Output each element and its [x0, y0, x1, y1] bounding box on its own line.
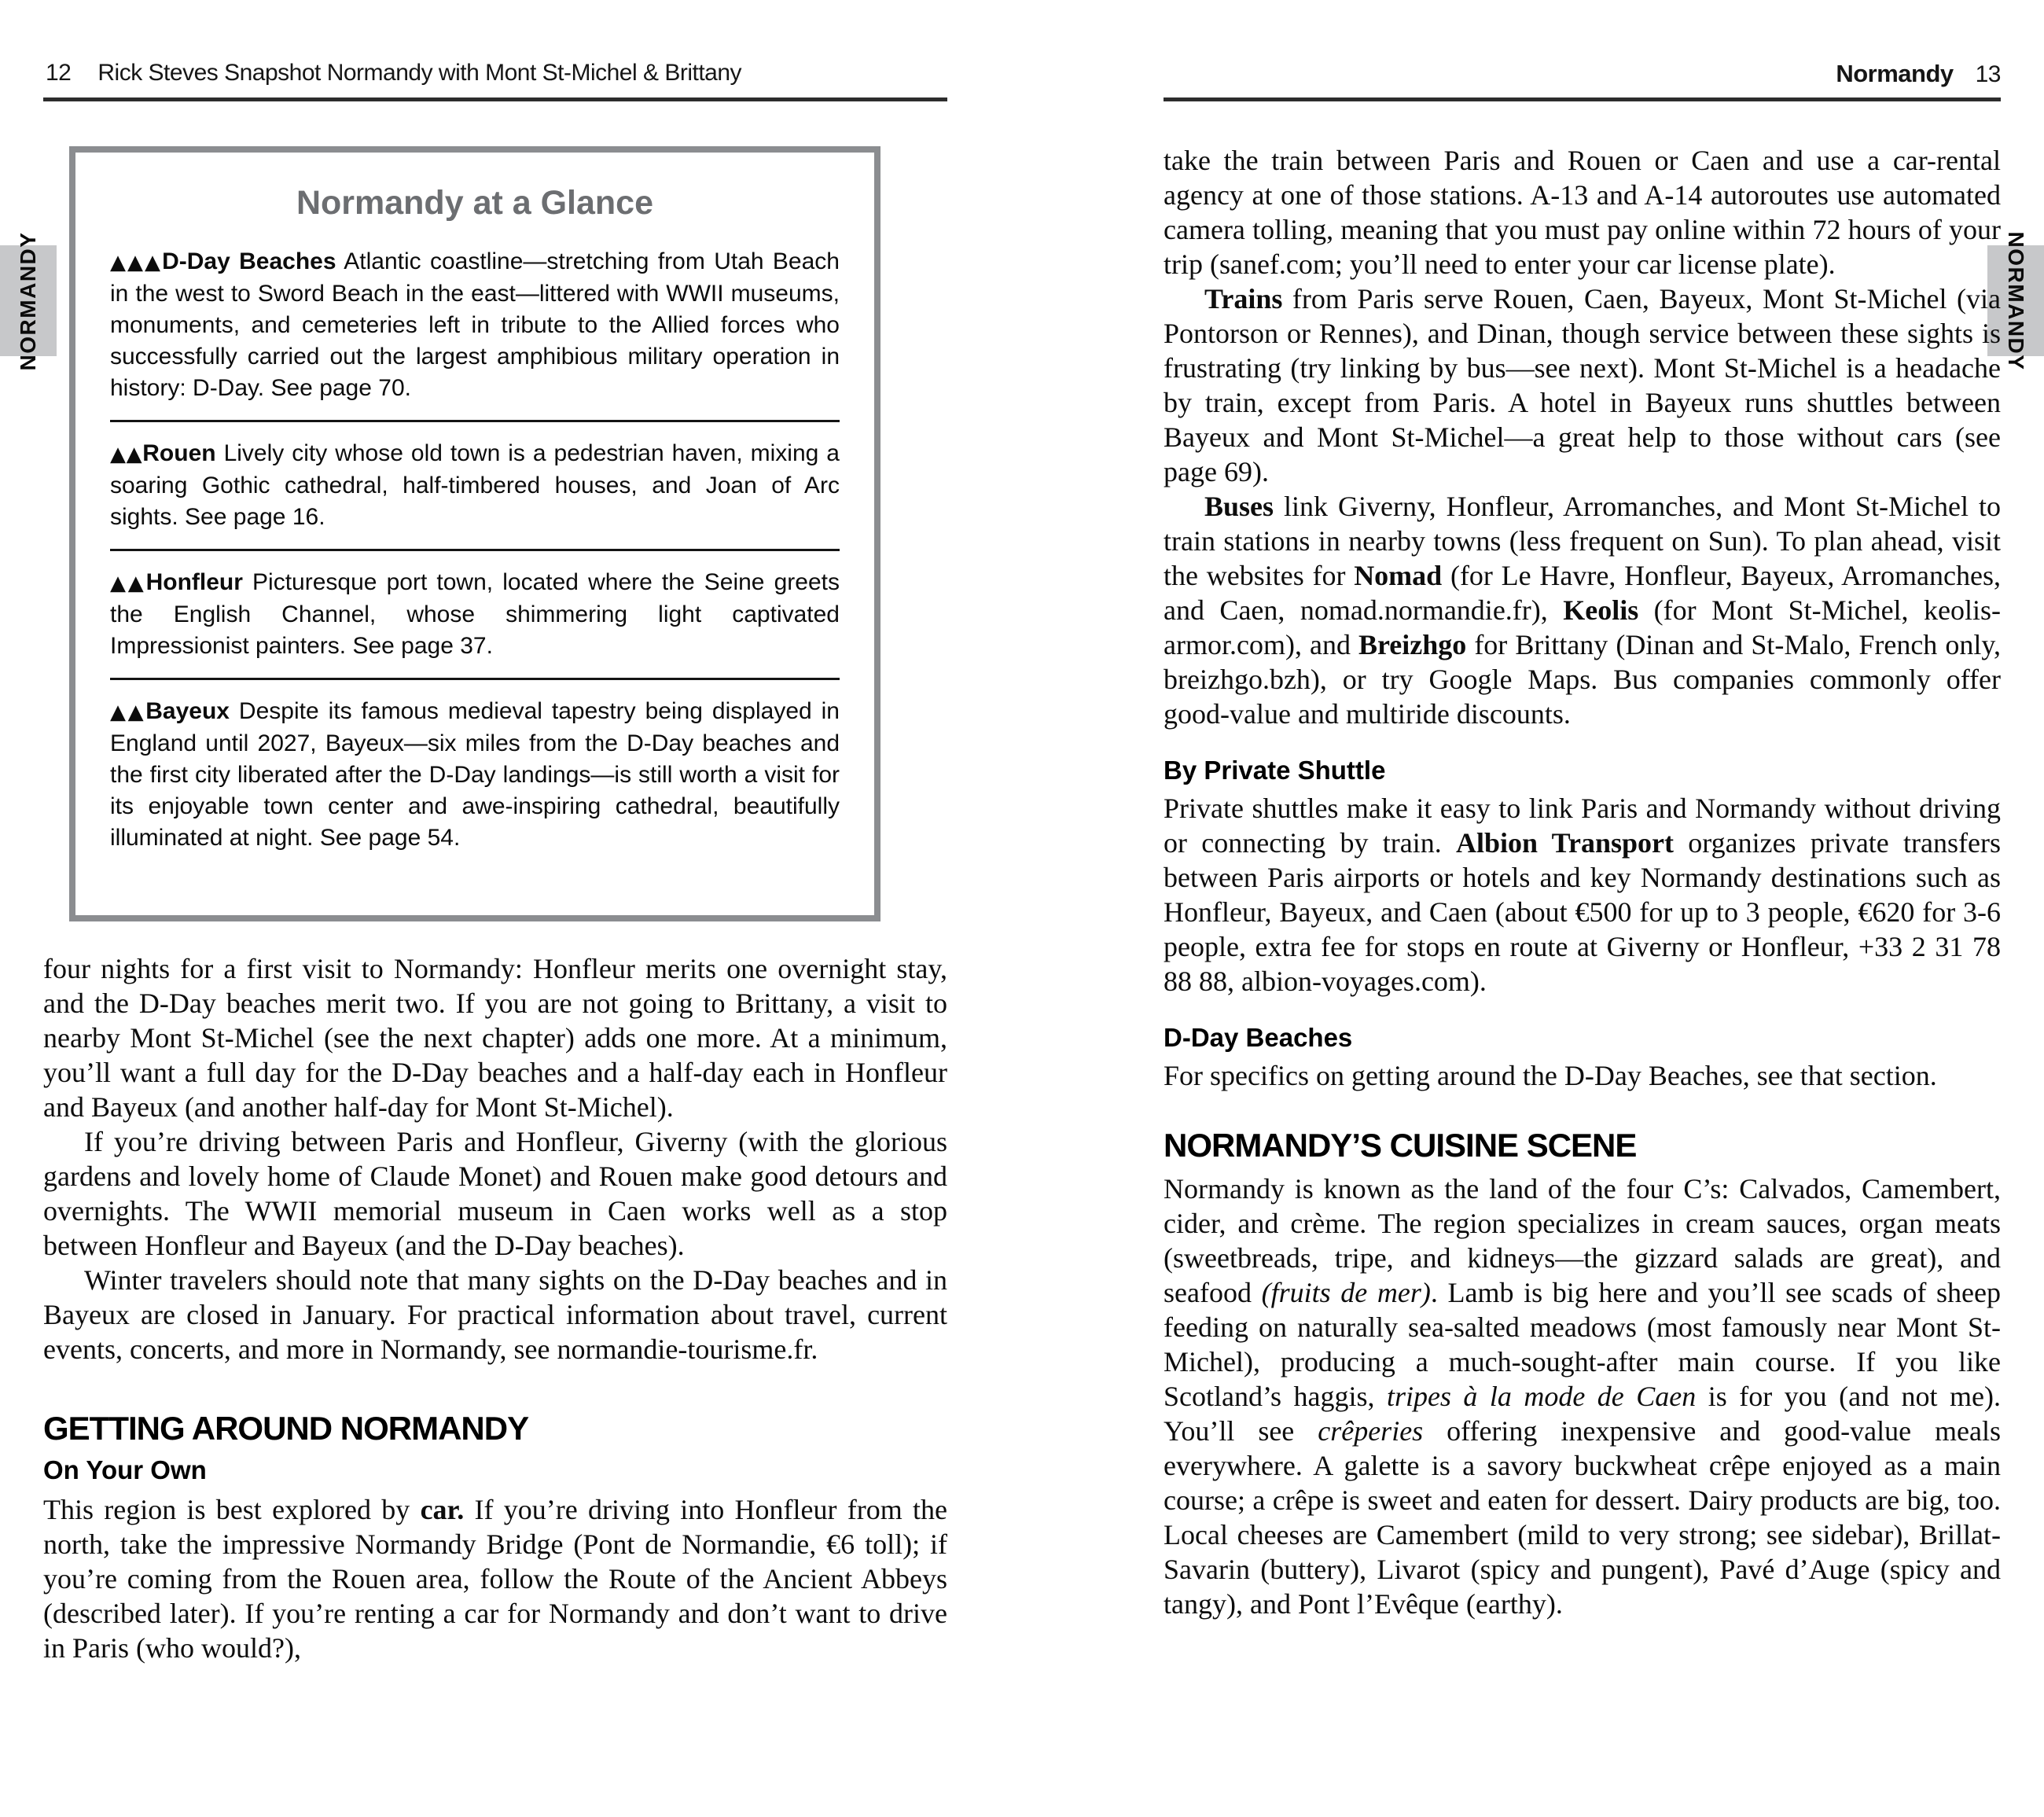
glance-entry-dday-beaches	[110, 246, 840, 404]
glance-entry-honfleur	[110, 567, 840, 662]
running-head-left-title: Rick Steves Snapshot Normandy with Mont St-Michel & Brittany	[97, 60, 742, 86]
running-head-right-section: Normandy	[1836, 60, 1954, 87]
glance-entry-name: Bayeux	[145, 698, 230, 724]
left-page-body	[43, 951, 947, 1665]
glance-entry-text: Despite its famous medieval tapestry being displayed in England until 2027, Bayeux—six miles from the D-Day beaches and the first city liberated after the D-Day landings—is still worth a visit for its enjoyable town center and awe-inspiring cathedral, beautifully illuminated at night. See page 54.	[110, 698, 840, 851]
paragraph-trains: Trains from Paris serve Rouen, Caen, Bayeux, Mont St-Michel (via Pontorson or Rennes), and Dinan, though service between these sights is frustrating (try linking by bus—see next). Mont St-Michel is a headache by train, except from Paris. A hotel in Bayeux runs shuttles between Bayeux and Mont St-Michel—a great help to those without cars (see page 69).	[1164, 283, 2001, 487]
running-head-left	[46, 60, 947, 86]
paragraph: If you’re driving between Paris and Honfleur, Giverny (with the glorious gardens and lovely home of Claude Monet) and Rouen make good detours and overnights. The WWII memorial museum in Caen works well as a stop between Honfleur and Bayeux (and the D-Day beaches).	[43, 1126, 947, 1261]
rating-triangles: ▲▲	[110, 443, 143, 466]
section-heading-cuisine-scene: NORMANDY’S CUISINE SCENE	[1164, 1127, 1637, 1164]
paragraph-buses: Buses link Giverny, Honfleur, Arromanches, and Mont St-Michel to train stations in nearby towns (less frequent on Sun). To plan ahead, visit the websites for Nomad (for Le Havre, Honfleur, Bayeux, Arromanches, and Caen, nomad.normandie.fr), Keolis (for Mont St-Michel, keolis-armor.com), and Breizhgo for Brittany (Dinan and St-Malo, French only, breizhgo.bzh), or try Google Maps. Bus companies commonly offer good-value and multiride discounts.	[1164, 491, 2001, 730]
right-page-body	[1164, 143, 2001, 1621]
rating-triangles: ▲▲▲	[110, 251, 163, 274]
glance-separator	[110, 549, 840, 551]
glance-entry-text: Atlantic coastline—stretching from Utah Beach in the west to Sword Beach in the east—littered with WWII museums, monuments, and cemeteries left in tribute to the Allied forces who successfully carried out the largest amphibious military operation in history: D-Day. See page 70.	[110, 248, 840, 401]
section-heading-getting-around: GETTING AROUND NORMANDY	[43, 1410, 529, 1447]
subheading-on-your-own: On Your Own	[43, 1455, 207, 1484]
glance-entry-name: Honfleur	[145, 569, 243, 595]
side-tab-left-label: NORMANDY	[16, 231, 40, 370]
subheading-dday-beaches: D-Day Beaches	[1164, 1023, 1353, 1052]
side-tab-right-label: NORMANDY	[2004, 231, 2028, 370]
rating-triangles: ▲▲	[110, 701, 146, 724]
page-number-left: 12	[46, 60, 72, 86]
head-rule-left	[43, 97, 947, 101]
paragraph: four nights for a first visit to Normandy: Honfleur merits one overnight stay, and the D-Day beaches merit two. If you are not going to Brittany, a visit to nearby Mont St-Michel (see the next chapter) adds one more. At a minimum, you’ll want a full day for the D-Day beaches and a half-day each in Honfleur and Bayeux (and another half-day for Mont St-Michel).	[43, 953, 947, 1123]
glance-entry-text: Picturesque port town, located where the Seine greets the English Channel, whose shimmering light captivated Impressionist painters. See page 37.	[110, 569, 840, 659]
glance-entry-name: D-Day Beaches	[162, 248, 336, 274]
running-head-right	[1164, 60, 2001, 88]
paragraph-cuisine: Normandy is known as the land of the four C’s: Calvados, Camembert, cider, and crème. The region specializes in cream sauces, organ meats (sweetbreads, tripe, and kidneys—the gizzard salads are great), and seafood (fruits de mer). Lamb is big here and you’ll see scads of sheep feeding on naturally sea-salted meadows (most famously near Mont St-Michel), producing a much-sought-after main course. If you like Scotland’s haggis, tripes à la mode de Caen is for you (and not me). You’ll see crêperies offering inexpensive and good-value meals everywhere. A galette is a savory buckwheat crêpe enjoyed as a main course; a crêpe is sweet and eaten for dessert. Dairy products are big, too. Local cheeses are Camembert (mild to very strong; see sidebar), Brillat-Savarin (buttery), Livarot (spicy and pungent), Pavé d’Auge (spicy and tangy), and Pont l’Evêque (earthy).	[1164, 1173, 2002, 1620]
glance-separator	[110, 678, 840, 680]
paragraph: For specifics on getting around the D-Day Beaches, see that section.	[1164, 1060, 1937, 1091]
glance-entry-name: Rouen	[142, 440, 216, 466]
glance-entry-text: Lively city whose old town is a pedestrian haven, mixing a soaring Gothic cathedral, half-timbered houses, and Joan of Arc sights. See page 16.	[110, 440, 840, 530]
glance-sidebar-box	[69, 146, 880, 921]
side-tab-left	[0, 231, 57, 370]
page-number-right: 13	[1975, 61, 2001, 87]
head-rule-right	[1164, 97, 2001, 101]
paragraph: take the train between Paris and Rouen or Caen and use a car-rental agency at one of those stations. A-13 and A-14 autoroutes use automated camera tolling, meaning that you must pay online within 72 hours of your trip (sanef.com; you’ll need to enter your car license plate).	[1164, 145, 2001, 280]
paragraph-private-shuttle: Private shuttles make it easy to link Paris and Normandy without driving or connecting by train. Albion Transport organizes private transfers between Paris airports or hotels and key Normandy destinations such as Honfleur, Bayeux, and Caen (about €500 for up to 3 people, €620 for 3-6 people, extra fee for stops en route at Giverny or Honfleur, +33 2 31 78 88 88, albion-voyages.com).	[1164, 793, 2001, 997]
glance-entry-bayeux	[110, 696, 840, 854]
rating-triangles: ▲▲	[110, 572, 146, 595]
subheading-by-private-shuttle: By Private Shuttle	[1164, 756, 1386, 785]
glance-box-title: Normandy at a Glance	[296, 184, 654, 222]
paragraph: Winter travelers should note that many sights on the D-Day beaches and in Bayeux are closed in January. For practical information about travel, current events, concerts, and more in Normandy, see normandie-tourisme.fr.	[43, 1264, 947, 1365]
glance-entry-rouen	[110, 438, 840, 533]
paragraph: This region is best explored by car. If you’re driving into Honfleur from the north, take the impressive Normandy Bridge (Pont de Normandie, €6 toll); if you’re coming from the Rouen area, follow the Route of the Ancient Abbeys (described later). If you’re renting a car for Normandy and don’t want to drive in Paris (who would?),	[43, 1494, 948, 1664]
glance-separator	[110, 420, 840, 422]
